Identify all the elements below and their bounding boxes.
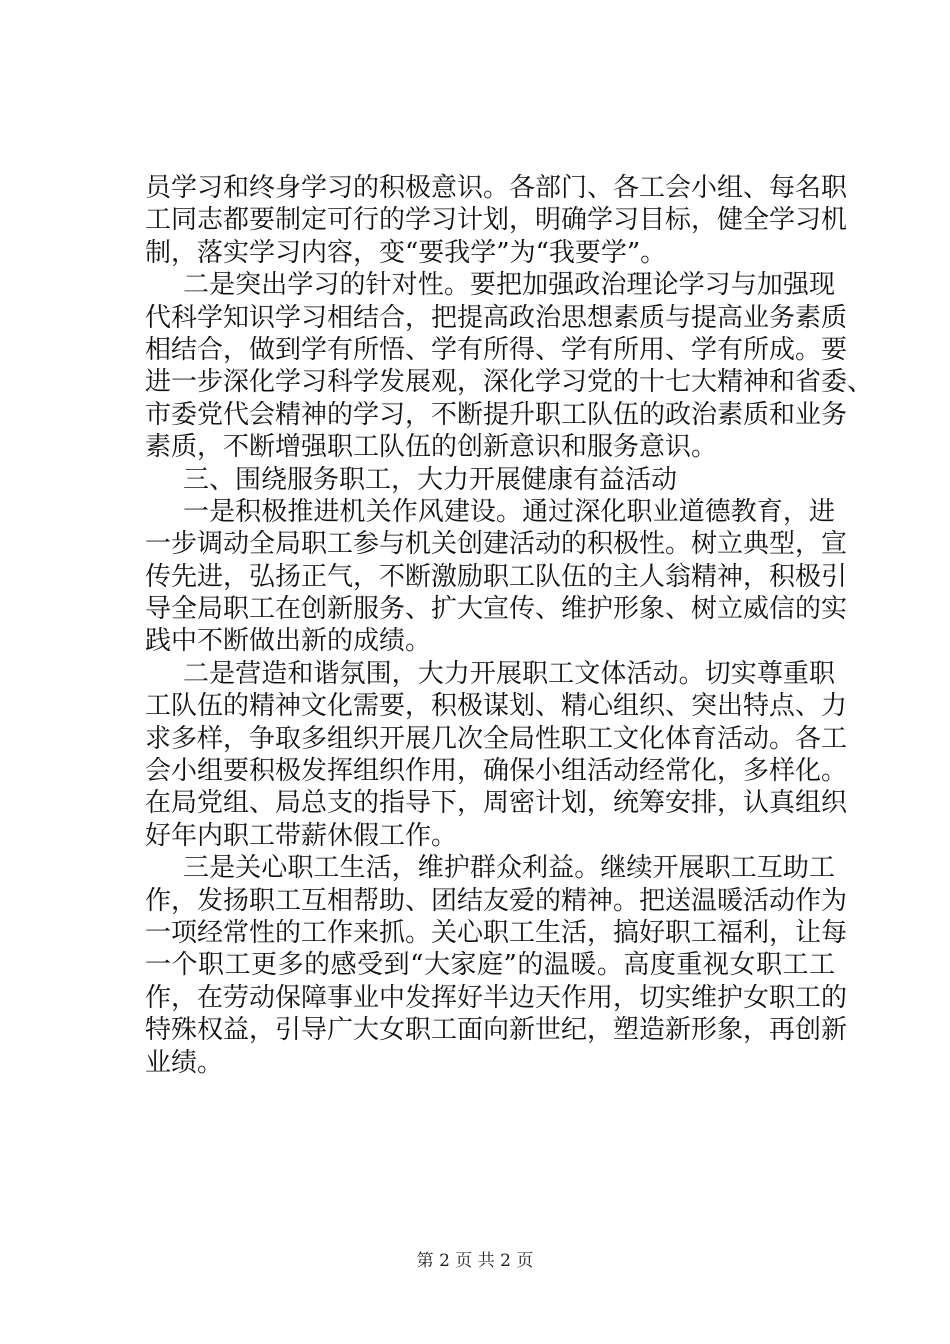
paragraph: [145, 172, 848, 269]
paragraph: [145, 658, 848, 852]
text-line: 导全局职工在创新服务、扩大宣传、维护形象、树立威信的实: [145, 594, 848, 625]
text-line: 三、围绕服务职工，大力开展健康有益活动: [183, 464, 678, 495]
text-line: 工队伍的精神文化需要，积极谋划、精心组织、突出特点、力: [145, 691, 848, 722]
text-line: 员学习和终身学习的积极意识。各部门、各工会小组、每名职: [145, 173, 848, 203]
paragraph: [145, 852, 848, 1079]
text-line: 工同志都要制定可行的学习计划，明确学习目标，健全学习机: [145, 205, 848, 236]
text-line: 制，落实学习内容，变“要我学”为“我要学”。: [145, 237, 667, 268]
page-footer: 第 2 页 共 2 页: [416, 1251, 534, 1271]
text-line: 一是积极推进机关作风建设。通过深化职业道德教育，进: [183, 496, 835, 527]
text-line: 求多样，争取多组织开展几次全局性职工文化体育活动。各工: [145, 723, 848, 754]
text-line: 二是营造和谐氛围，大力开展职工文体活动。切实尊重职: [183, 658, 835, 689]
text-line: 作，发扬职工互相帮助、团结友爱的精神。把送温暖活动作为: [145, 885, 848, 916]
text-line: 进一步深化学习科学发展观，深化学习党的十七大精神和省委、: [145, 367, 874, 398]
document-body: [145, 172, 874, 1079]
text-line: 作，在劳动保障事业中发挥好半边天作用，切实维护女职工的: [145, 982, 848, 1013]
text-line: 在局党组、局总支的指导下，周密计划，统筹安排，认真组织: [145, 788, 848, 819]
text-line: 相结合，做到学有所悟、学有所得、学有所用、学有所成。要: [145, 334, 848, 365]
text-line: 代科学知识学习相结合，把提高政治思想素质与提高业务素质: [145, 302, 848, 333]
text-line: 业绩。: [145, 1047, 224, 1078]
text-line: 一项经常性的工作来抓。关心职工生活，搞好职工福利，让每: [145, 917, 848, 948]
text-line: 践中不断做出新的成绩。: [145, 626, 432, 657]
text-line: 三是关心职工生活，维护群众利益。继续开展职工互助工: [183, 853, 835, 884]
text-line: 一个职工更多的感受到“大家庭”的温暖。高度重视女职工工: [145, 950, 835, 981]
paragraph: [145, 269, 874, 463]
text-line: 一步调动全局职工参与机关创建活动的积极性。树立典型，宣: [145, 529, 848, 560]
text-line: 特殊权益，引导广大女职工面向新世纪，塑造新形象，再创新: [145, 1015, 848, 1046]
text-line: 会小组要积极发挥组织作用，确保小组活动经常化，多样化。: [145, 756, 848, 787]
text-line: 二是突出学习的针对性。要把加强政治理论学习与加强现: [183, 270, 835, 301]
paragraph: [145, 496, 848, 658]
text-line: 传先进，弘扬正气，不断激励职工队伍的主人翁精神，积极引: [145, 561, 848, 592]
text-line: 市委党代会精神的学习，不断提升职工队伍的政治素质和业务: [145, 399, 848, 430]
text-line: 素质，不断增强职工队伍的创新意识和服务意识。: [145, 432, 718, 463]
text-line: 好年内职工带薪休假工作。: [145, 820, 458, 851]
paragraph: [145, 464, 835, 496]
